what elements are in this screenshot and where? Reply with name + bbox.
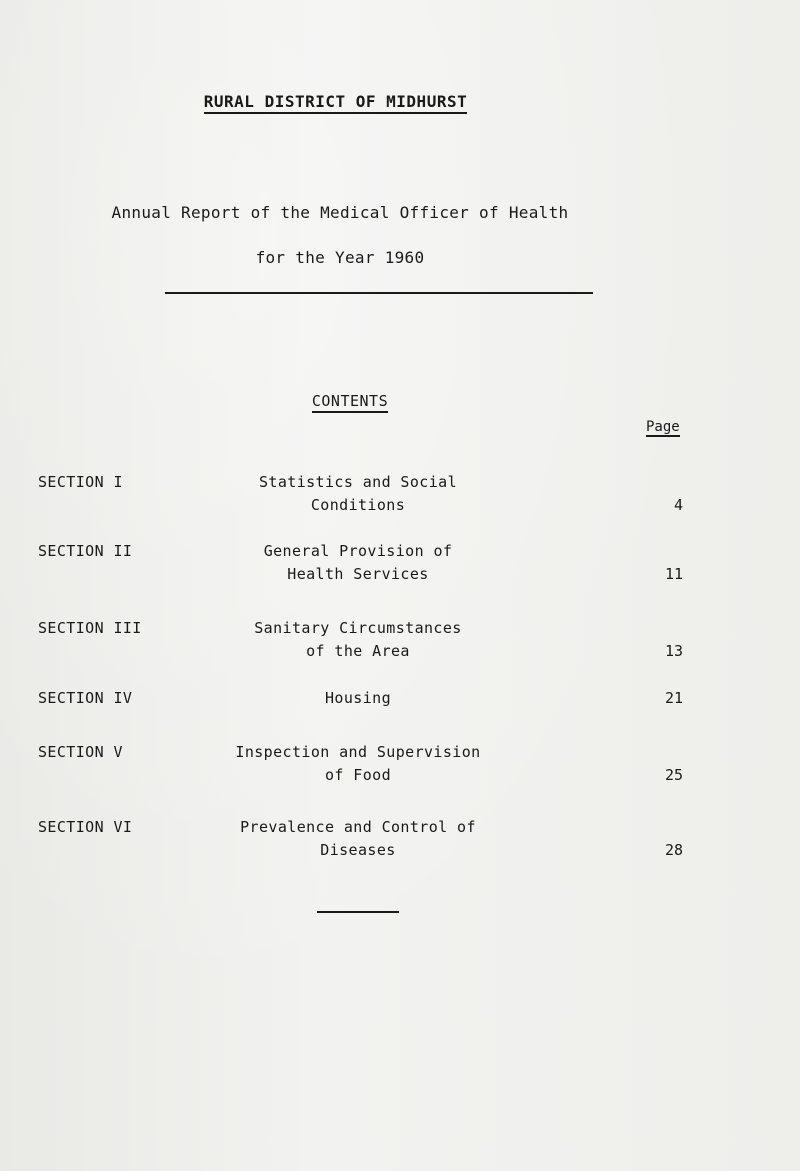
section-description-line1: Inspection and Supervision xyxy=(235,743,481,761)
section-page-number: 4 xyxy=(673,496,683,514)
section-description-line1: Sanitary Circumstances xyxy=(254,619,462,637)
section-label: SECTION V xyxy=(38,743,123,761)
section-page-number: 11 xyxy=(664,565,683,583)
section-page-number: 28 xyxy=(664,841,683,859)
document-title xyxy=(0,92,671,111)
section-page-number: 21 xyxy=(664,689,683,707)
document-title-text: RURAL DISTRICT OF MIDHURST xyxy=(204,92,467,114)
section-label: SECTION I xyxy=(38,473,123,491)
section-description-line1: Statistics and Social xyxy=(258,473,458,491)
section-label: SECTION VI xyxy=(38,818,133,836)
section-description-line2: of the Area xyxy=(306,642,410,660)
page-column-heading-text: Page xyxy=(646,419,680,435)
section-description-line2: Diseases xyxy=(320,841,396,859)
section-description-line2: of Food xyxy=(324,766,391,784)
section-description-line1: Housing xyxy=(324,689,391,707)
section-description-line1: Prevalence and Control of xyxy=(240,818,476,836)
horizontal-rule-top xyxy=(165,292,593,294)
section-description-line2: Conditions xyxy=(310,496,406,514)
contents-heading-text: CONTENTS xyxy=(312,392,388,413)
section-label: SECTION II xyxy=(38,542,133,560)
report-subtitle-line2: for the Year 1960 xyxy=(255,248,425,267)
page-column-heading xyxy=(646,419,680,435)
contents-heading xyxy=(0,392,700,410)
section-description-line1: General Provision of xyxy=(263,542,453,560)
section-description-line2: Health Services xyxy=(287,565,429,583)
report-subtitle-line1: Annual Report of the Medical Officer of Health xyxy=(111,203,569,222)
section-label: SECTION IV xyxy=(38,689,133,707)
section-label: SECTION III xyxy=(38,619,142,637)
horizontal-rule-bottom xyxy=(317,911,399,913)
section-page-number: 25 xyxy=(664,766,683,784)
section-page-number: 13 xyxy=(664,642,683,660)
